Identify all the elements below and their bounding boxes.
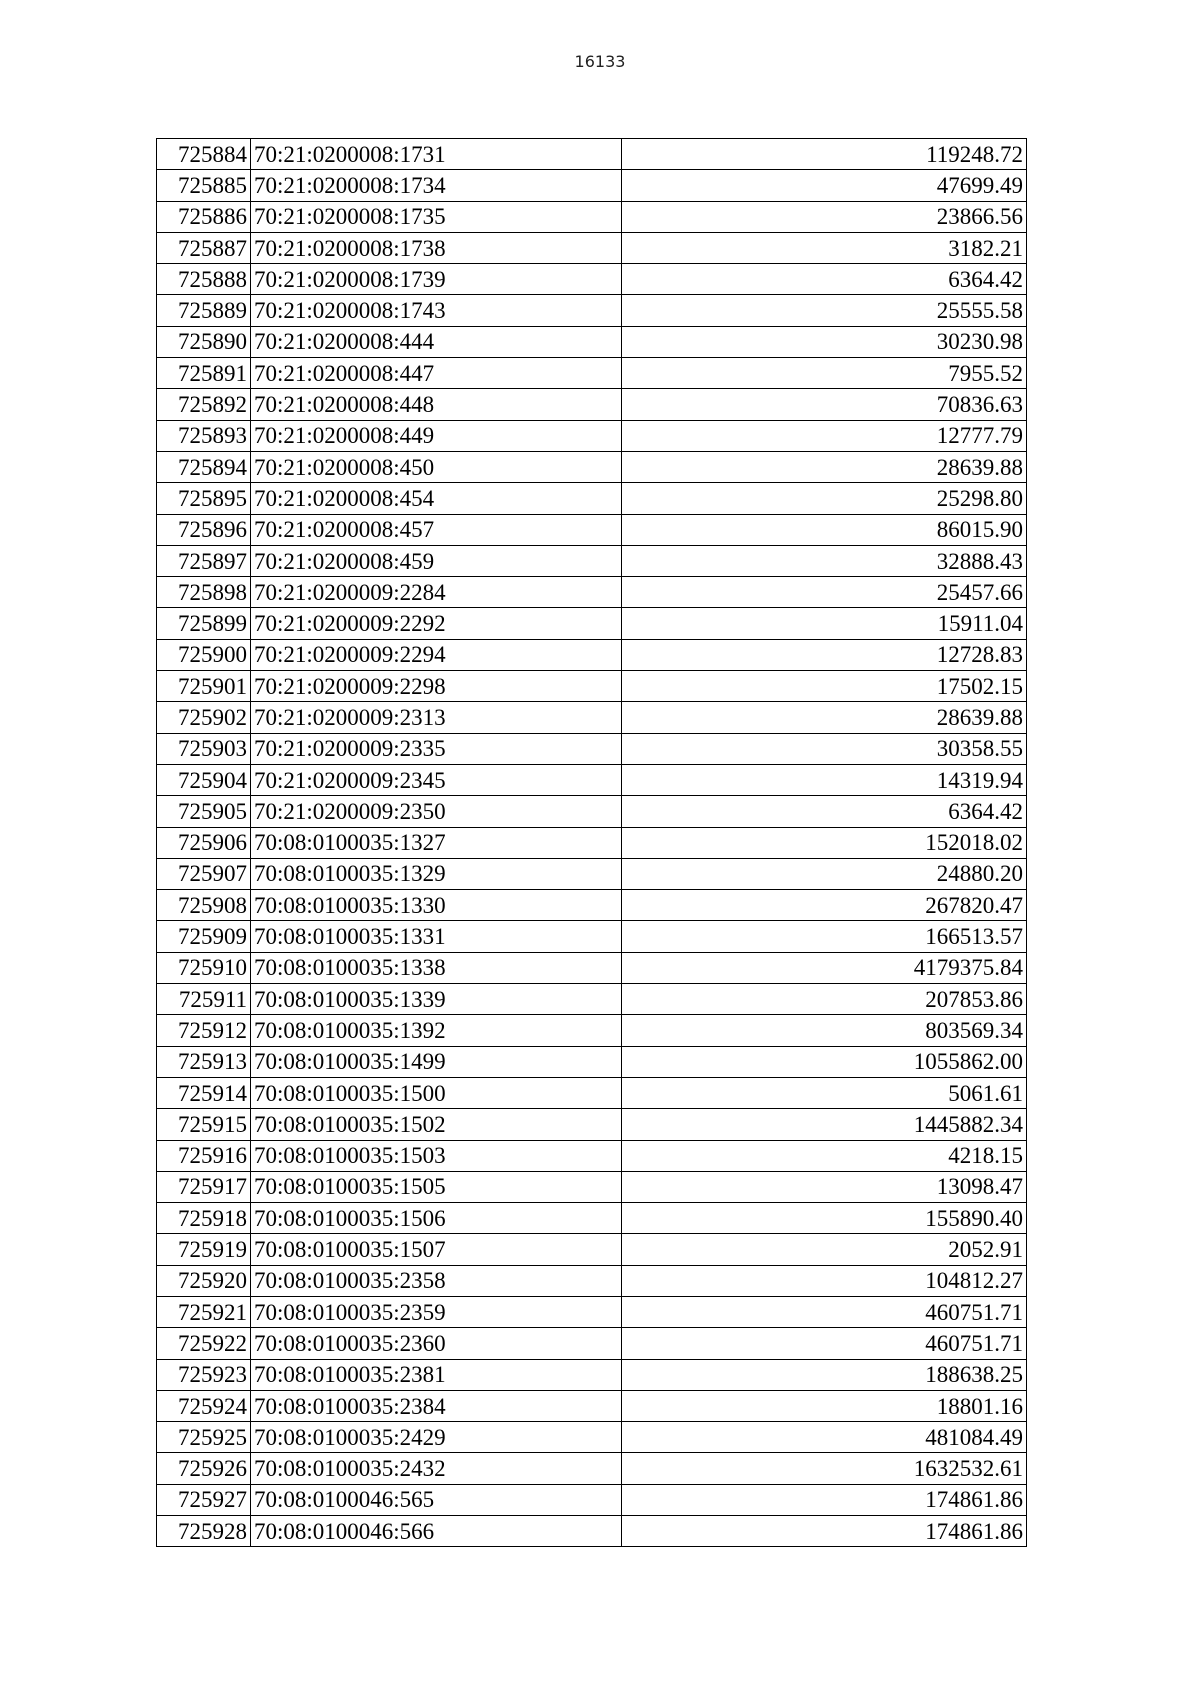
value-cell: 4179375.84: [622, 952, 1027, 983]
value-cell: 174861.86: [622, 1516, 1027, 1547]
row-number-cell: 725926: [157, 1453, 251, 1484]
row-number-cell: 725894: [157, 451, 251, 482]
table-row: [157, 1422, 1027, 1453]
table-row: [157, 295, 1027, 326]
table-row: [157, 451, 1027, 482]
cadastral-number-cell: 70:08:0100035:1507: [251, 1234, 622, 1265]
cadastral-number-cell: 70:08:0100035:1330: [251, 890, 622, 921]
cadastral-number-cell: 70:08:0100035:2432: [251, 1453, 622, 1484]
cadastral-number-cell: 70:21:0200008:444: [251, 326, 622, 357]
value-cell: 174861.86: [622, 1484, 1027, 1515]
value-cell: 14319.94: [622, 764, 1027, 795]
cadastral-number-cell: 70:21:0200008:447: [251, 358, 622, 389]
cadastral-number-cell: 70:08:0100035:2429: [251, 1422, 622, 1453]
table-row: [157, 1390, 1027, 1421]
value-cell: 207853.86: [622, 984, 1027, 1015]
value-cell: 13098.47: [622, 1171, 1027, 1202]
cadastral-number-cell: 70:08:0100035:1331: [251, 921, 622, 952]
cadastral-number-cell: 70:08:0100035:1503: [251, 1140, 622, 1171]
value-cell: 3182.21: [622, 232, 1027, 263]
cadastral-number-cell: 70:21:0200008:457: [251, 514, 622, 545]
cadastral-number-cell: 70:08:0100035:2384: [251, 1390, 622, 1421]
value-cell: 28639.88: [622, 702, 1027, 733]
table-row: [157, 514, 1027, 545]
cadastral-number-cell: 70:08:0100035:1392: [251, 1015, 622, 1046]
value-cell: 166513.57: [622, 921, 1027, 952]
row-number-cell: 725904: [157, 764, 251, 795]
table-row: [157, 1109, 1027, 1140]
value-cell: 460751.71: [622, 1328, 1027, 1359]
cadastral-number-cell: 70:08:0100035:1327: [251, 827, 622, 858]
value-cell: 803569.34: [622, 1015, 1027, 1046]
value-cell: 5061.61: [622, 1077, 1027, 1108]
row-number-cell: 725909: [157, 921, 251, 952]
table-row: [157, 1046, 1027, 1077]
row-number-cell: 725884: [157, 139, 251, 170]
row-number-cell: 725892: [157, 389, 251, 420]
table-row: [157, 1484, 1027, 1515]
table-row: [157, 764, 1027, 795]
cadastral-number-cell: 70:08:0100035:1505: [251, 1171, 622, 1202]
cadastral-number-cell: 70:21:0200008:459: [251, 545, 622, 576]
page-number: 16133: [574, 52, 626, 71]
value-cell: 47699.49: [622, 170, 1027, 201]
value-cell: 6364.42: [622, 796, 1027, 827]
registry-table: [156, 138, 1027, 1547]
row-number-cell: 725900: [157, 639, 251, 670]
row-number-cell: 725915: [157, 1109, 251, 1140]
value-cell: 17502.15: [622, 671, 1027, 702]
row-number-cell: 725886: [157, 201, 251, 232]
row-number-cell: 725887: [157, 232, 251, 263]
table-row: [157, 232, 1027, 263]
table-row: [157, 858, 1027, 889]
table-row: [157, 389, 1027, 420]
table-row: [157, 358, 1027, 389]
row-number-cell: 725898: [157, 577, 251, 608]
cadastral-number-cell: 70:08:0100035:2358: [251, 1265, 622, 1296]
row-number-cell: 725885: [157, 170, 251, 201]
cadastral-number-cell: 70:21:0200008:1734: [251, 170, 622, 201]
row-number-cell: 725907: [157, 858, 251, 889]
row-number-cell: 725901: [157, 671, 251, 702]
value-cell: 15911.04: [622, 608, 1027, 639]
value-cell: 1445882.34: [622, 1109, 1027, 1140]
value-cell: 6364.42: [622, 264, 1027, 295]
row-number-cell: 725917: [157, 1171, 251, 1202]
row-number-cell: 725920: [157, 1265, 251, 1296]
row-number-cell: 725921: [157, 1296, 251, 1327]
row-number-cell: 725897: [157, 545, 251, 576]
cadastral-number-cell: 70:21:0200008:1738: [251, 232, 622, 263]
row-number-cell: 725906: [157, 827, 251, 858]
cadastral-number-cell: 70:08:0100035:1339: [251, 984, 622, 1015]
value-cell: 86015.90: [622, 514, 1027, 545]
table-row: [157, 827, 1027, 858]
table-row: [157, 1015, 1027, 1046]
row-number-cell: 725893: [157, 420, 251, 451]
row-number-cell: 725908: [157, 890, 251, 921]
table-row: [157, 1453, 1027, 1484]
table-row: [157, 639, 1027, 670]
table-row: [157, 796, 1027, 827]
row-number-cell: 725925: [157, 1422, 251, 1453]
row-number-cell: 725913: [157, 1046, 251, 1077]
value-cell: 30358.55: [622, 733, 1027, 764]
table-row: [157, 1359, 1027, 1390]
cadastral-number-cell: 70:08:0100035:1506: [251, 1203, 622, 1234]
table-row: [157, 890, 1027, 921]
row-number-cell: 725895: [157, 483, 251, 514]
cadastral-number-cell: 70:21:0200008:448: [251, 389, 622, 420]
value-cell: 32888.43: [622, 545, 1027, 576]
value-cell: 70836.63: [622, 389, 1027, 420]
row-number-cell: 725919: [157, 1234, 251, 1265]
row-number-cell: 725923: [157, 1359, 251, 1390]
value-cell: 30230.98: [622, 326, 1027, 357]
value-cell: 2052.91: [622, 1234, 1027, 1265]
table-row: [157, 1171, 1027, 1202]
value-cell: 460751.71: [622, 1296, 1027, 1327]
table-row: [157, 483, 1027, 514]
table-row: [157, 921, 1027, 952]
table-row: [157, 1140, 1027, 1171]
cadastral-number-cell: 70:21:0200009:2294: [251, 639, 622, 670]
table-row: [157, 264, 1027, 295]
table-row: [157, 984, 1027, 1015]
row-number-cell: 725911: [157, 984, 251, 1015]
row-number-cell: 725910: [157, 952, 251, 983]
row-number-cell: 725918: [157, 1203, 251, 1234]
cadastral-number-cell: 70:08:0100035:2360: [251, 1328, 622, 1359]
cadastral-number-cell: 70:21:0200008:454: [251, 483, 622, 514]
cadastral-number-cell: 70:21:0200009:2298: [251, 671, 622, 702]
table-row: [157, 577, 1027, 608]
row-number-cell: 725924: [157, 1390, 251, 1421]
row-number-cell: 725889: [157, 295, 251, 326]
cadastral-number-cell: 70:08:0100046:565: [251, 1484, 622, 1515]
cadastral-number-cell: 70:21:0200008:1735: [251, 201, 622, 232]
value-cell: 4218.15: [622, 1140, 1027, 1171]
table-row: [157, 671, 1027, 702]
row-number-cell: 725905: [157, 796, 251, 827]
row-number-cell: 725891: [157, 358, 251, 389]
value-cell: 1055862.00: [622, 1046, 1027, 1077]
table-row: [157, 1077, 1027, 1108]
cadastral-number-cell: 70:21:0200008:1731: [251, 139, 622, 170]
cadastral-number-cell: 70:21:0200009:2350: [251, 796, 622, 827]
row-number-cell: 725914: [157, 1077, 251, 1108]
row-number-cell: 725927: [157, 1484, 251, 1515]
cadastral-number-cell: 70:08:0100035:1338: [251, 952, 622, 983]
value-cell: 119248.72: [622, 139, 1027, 170]
cadastral-number-cell: 70:21:0200008:1739: [251, 264, 622, 295]
value-cell: 1632532.61: [622, 1453, 1027, 1484]
value-cell: 155890.40: [622, 1203, 1027, 1234]
table-row: [157, 1203, 1027, 1234]
value-cell: 481084.49: [622, 1422, 1027, 1453]
value-cell: 104812.27: [622, 1265, 1027, 1296]
value-cell: 12777.79: [622, 420, 1027, 451]
cadastral-number-cell: 70:08:0100035:2381: [251, 1359, 622, 1390]
table-row: [157, 1328, 1027, 1359]
row-number-cell: 725896: [157, 514, 251, 545]
value-cell: 12728.83: [622, 639, 1027, 670]
cadastral-number-cell: 70:08:0100035:1329: [251, 858, 622, 889]
table-row: [157, 1265, 1027, 1296]
value-cell: 25457.66: [622, 577, 1027, 608]
cadastral-number-cell: 70:21:0200009:2284: [251, 577, 622, 608]
table-row: [157, 952, 1027, 983]
table-row: [157, 201, 1027, 232]
cadastral-number-cell: 70:21:0200009:2345: [251, 764, 622, 795]
row-number-cell: 725888: [157, 264, 251, 295]
table-row: [157, 1516, 1027, 1547]
cadastral-number-cell: 70:08:0100035:1502: [251, 1109, 622, 1140]
table-row: [157, 170, 1027, 201]
cadastral-number-cell: 70:21:0200009:2335: [251, 733, 622, 764]
table-row: [157, 420, 1027, 451]
value-cell: 25298.80: [622, 483, 1027, 514]
value-cell: 188638.25: [622, 1359, 1027, 1390]
row-number-cell: 725912: [157, 1015, 251, 1046]
table-row: [157, 139, 1027, 170]
value-cell: 18801.16: [622, 1390, 1027, 1421]
table-row: [157, 326, 1027, 357]
cadastral-number-cell: 70:21:0200009:2292: [251, 608, 622, 639]
cadastral-number-cell: 70:21:0200008:1743: [251, 295, 622, 326]
cadastral-number-cell: 70:21:0200009:2313: [251, 702, 622, 733]
table-row: [157, 608, 1027, 639]
cadastral-number-cell: 70:21:0200008:450: [251, 451, 622, 482]
cadastral-number-cell: 70:08:0100035:1500: [251, 1077, 622, 1108]
table-row: [157, 1296, 1027, 1327]
value-cell: 25555.58: [622, 295, 1027, 326]
cadastral-number-cell: 70:08:0100046:566: [251, 1516, 622, 1547]
value-cell: 24880.20: [622, 858, 1027, 889]
value-cell: 28639.88: [622, 451, 1027, 482]
cadastral-number-cell: 70:08:0100035:1499: [251, 1046, 622, 1077]
row-number-cell: 725890: [157, 326, 251, 357]
cadastral-number-cell: 70:21:0200008:449: [251, 420, 622, 451]
value-cell: 7955.52: [622, 358, 1027, 389]
value-cell: 267820.47: [622, 890, 1027, 921]
row-number-cell: 725899: [157, 608, 251, 639]
row-number-cell: 725916: [157, 1140, 251, 1171]
value-cell: 152018.02: [622, 827, 1027, 858]
cadastral-number-cell: 70:08:0100035:2359: [251, 1296, 622, 1327]
table-row: [157, 733, 1027, 764]
row-number-cell: 725903: [157, 733, 251, 764]
row-number-cell: 725902: [157, 702, 251, 733]
table-row: [157, 545, 1027, 576]
table-row: [157, 1234, 1027, 1265]
row-number-cell: 725928: [157, 1516, 251, 1547]
registry-table-body: [157, 139, 1027, 1547]
value-cell: 23866.56: [622, 201, 1027, 232]
row-number-cell: 725922: [157, 1328, 251, 1359]
table-row: [157, 702, 1027, 733]
